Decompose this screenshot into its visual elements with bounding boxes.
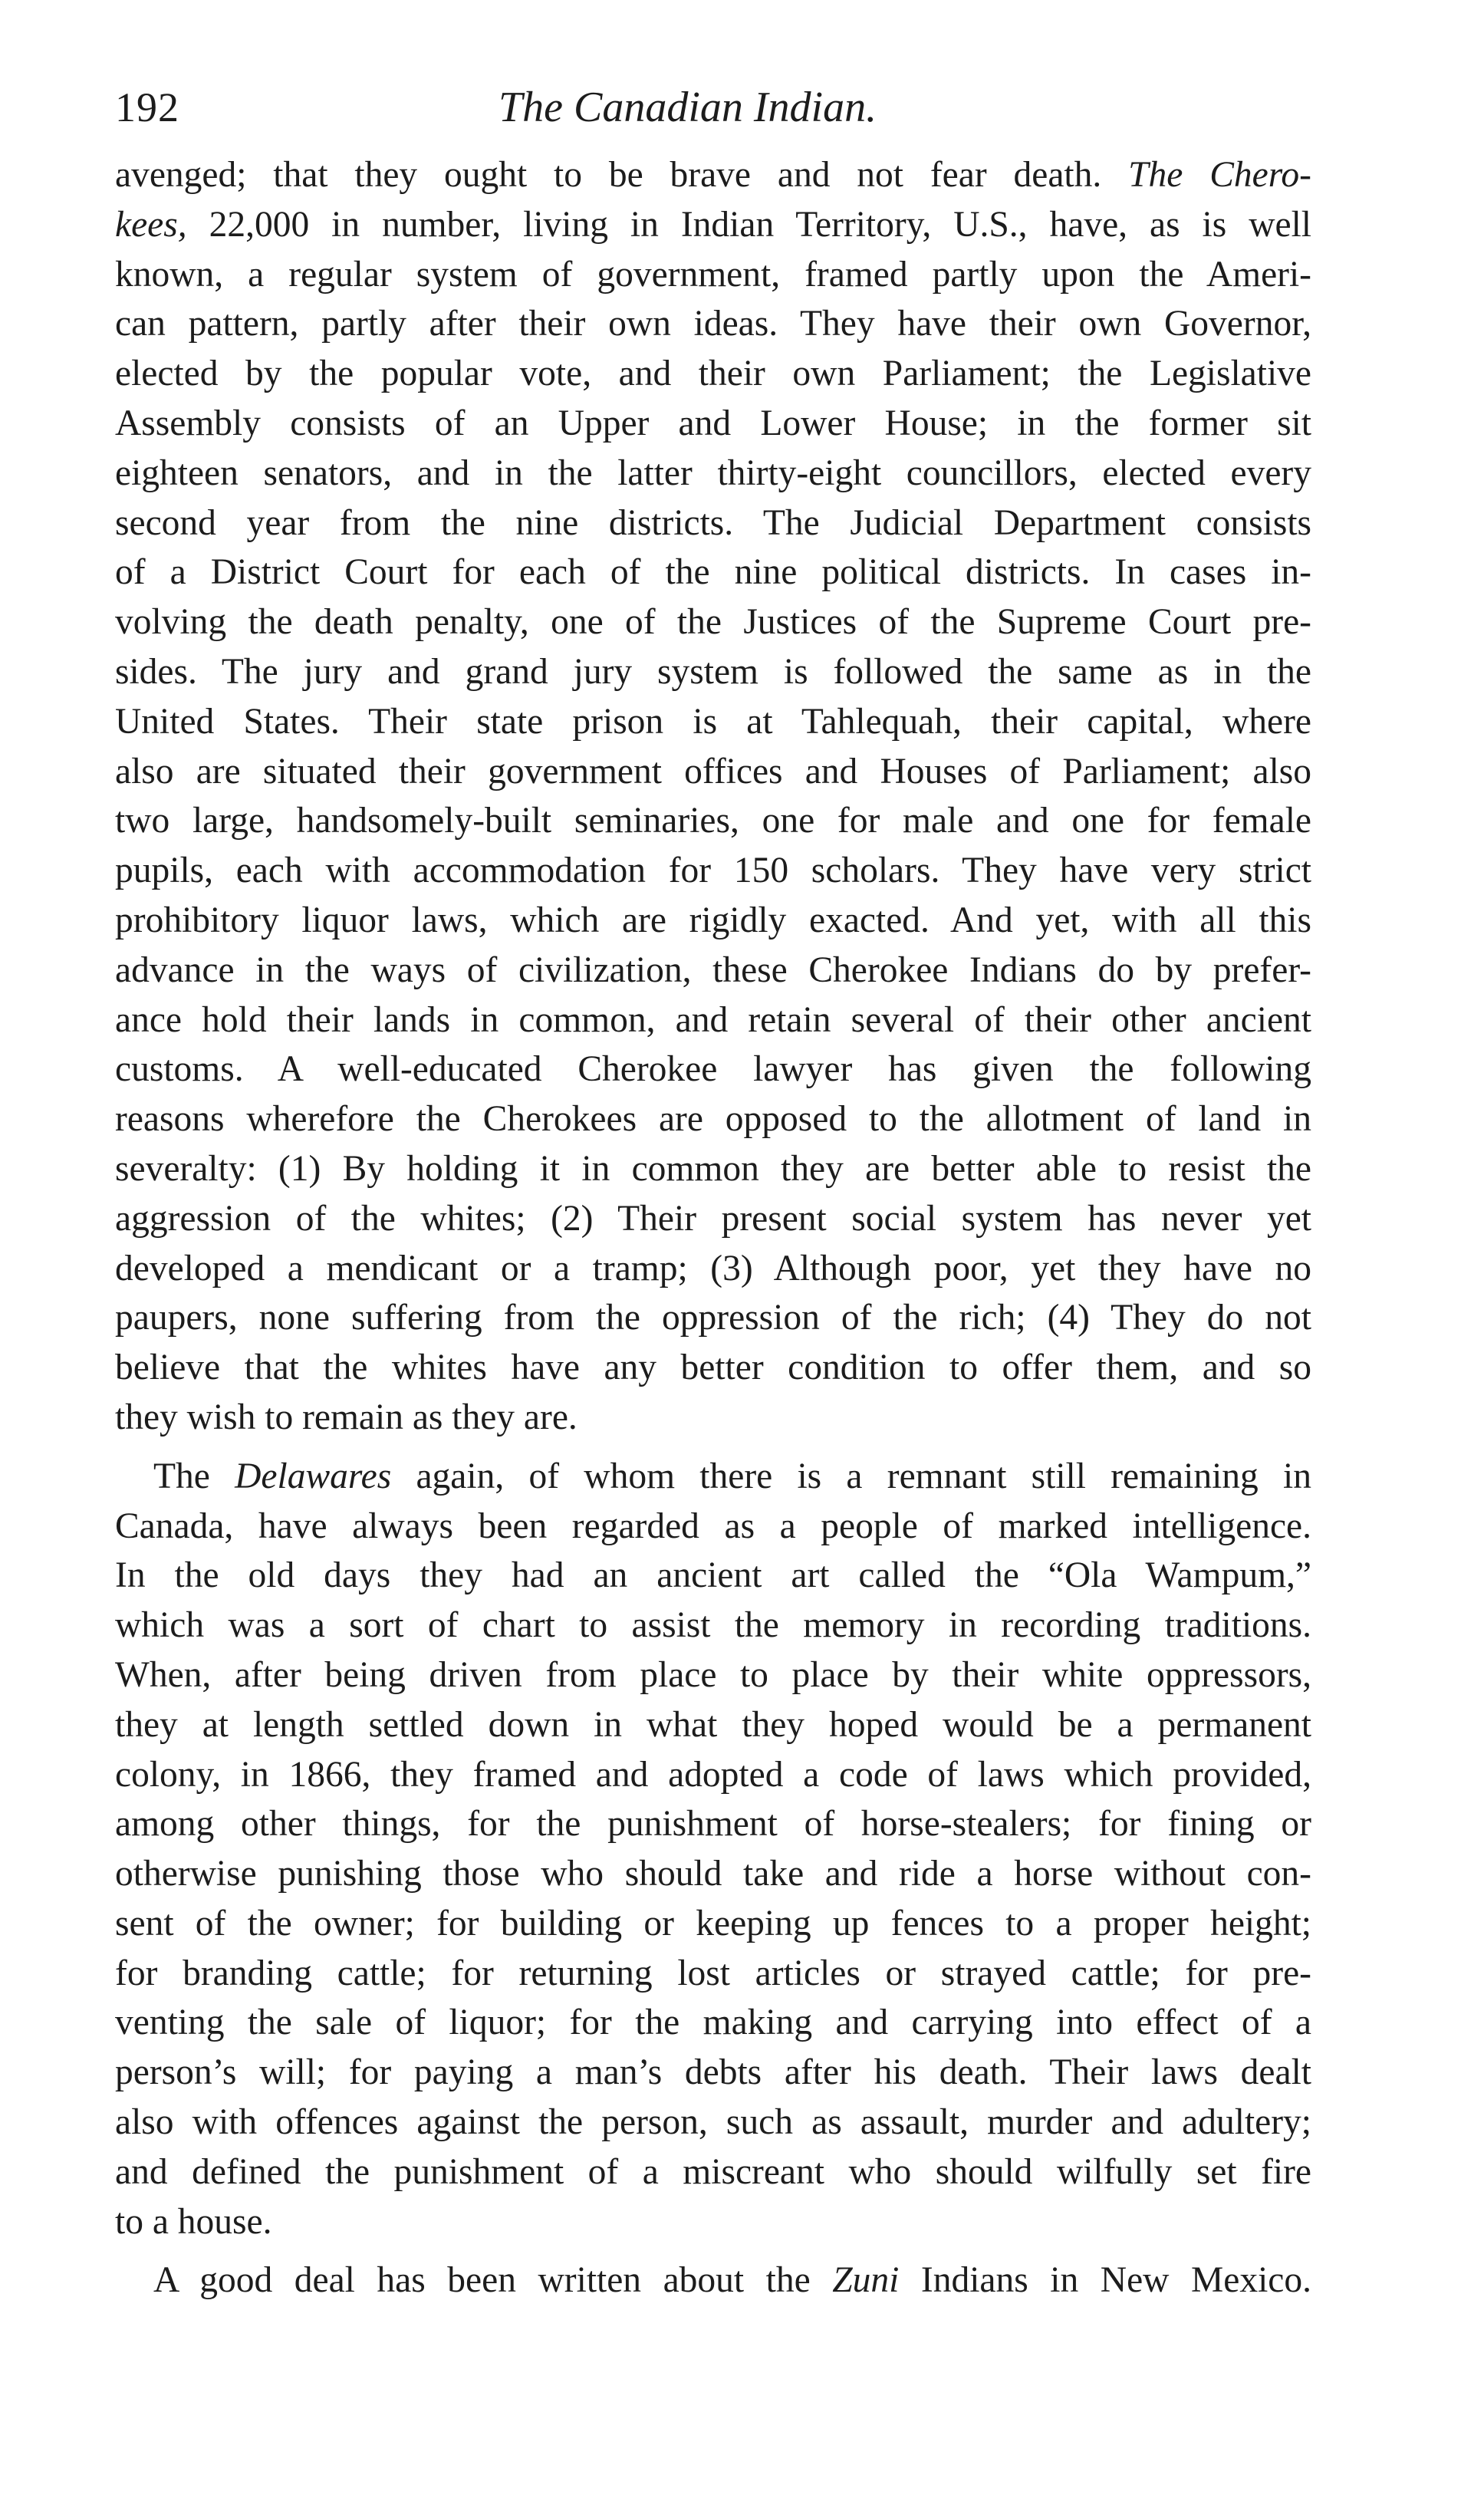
text-run: which was a sort of chart to assist the memory in recording traditions. (115, 1605, 1311, 1646)
text-run: can pattern, partly after their own ideas. They have their own Governor, (115, 304, 1311, 344)
text-line (115, 846, 1311, 896)
text-run: paupers, none suffering from the oppression of the rich; (4) They do not (115, 1298, 1311, 1338)
text-line (115, 200, 1311, 250)
text-run: advance in the ways of civilization, these Cherokee Indians do by prefer- (115, 949, 1311, 990)
text-run: they at length settled down in what they hoped would be a permanent (115, 1704, 1311, 1745)
text-line (115, 1799, 1311, 1849)
text-run: for branding cattle; for returning lost articles or strayed cattle; for pre- (115, 1953, 1311, 1993)
text-run: again, of whom there is a remnant still remaining in (391, 1456, 1311, 1496)
text-run: prohibitory liquor laws, which are rigidly exacted. And yet, with all this (115, 900, 1311, 940)
text-line (115, 2147, 1311, 2197)
text-run: eighteen senators, and in the latter thirty-eight councillors, elected every (115, 453, 1311, 493)
text-run: 22,000 in number, living in Indian Territory, U.S., have, as is well (186, 204, 1311, 245)
text-run: developed a mendicant or a tramp; (3) Although poor, yet they have no (115, 1248, 1311, 1288)
text-run: United States. Their state prison is at Tahlequah, their capital, where (115, 701, 1311, 742)
text-line (115, 1551, 1311, 1601)
text-line (115, 1650, 1311, 1700)
paragraph-gap (115, 2246, 1311, 2256)
text-line (115, 499, 1311, 548)
text-run: sides. The jury and grand jury system is followed the same as in the (115, 651, 1311, 692)
text-line (115, 1601, 1311, 1650)
text-line (115, 250, 1311, 300)
text-run: reasons wherefore the Cherokees are opposed to the allotment of land in (115, 1099, 1311, 1140)
text-line (115, 349, 1311, 399)
text-line (115, 1700, 1311, 1750)
text-line (115, 647, 1311, 697)
text-line (115, 1393, 1311, 1443)
paragraph (115, 2256, 1311, 2305)
text-run: and defined the punishment of a miscreant who should wilfully set fire (115, 2151, 1311, 2192)
paragraph-gap (115, 1443, 1311, 1452)
text-line (115, 1144, 1311, 1194)
text-run: known, a regular system of government, framed partly upon the Ameri- (115, 254, 1311, 295)
text-run: elected by the popular vote, and their own Parliament; the Legislative (115, 354, 1311, 394)
text-line (115, 1452, 1311, 1502)
text-run: Indians in New Mexico. (899, 2260, 1311, 2301)
text-line (115, 2048, 1311, 2098)
italic-run: The Chero- (1128, 155, 1311, 195)
text-run: The (153, 1456, 235, 1496)
text-run: ance hold their lands in common, and retain several of their other ancient (115, 999, 1311, 1040)
text-run: colony, in 1866, they framed and adopted a code of laws which provided, (115, 1754, 1311, 1795)
text-run: sent of the owner; for building or keeping up fences to a proper height; (115, 1903, 1311, 1943)
text-line (115, 1998, 1311, 2048)
text-run: pupils, each with accommodation for 150 scholars. They have very strict (115, 851, 1311, 891)
text-run: to a house. (115, 2201, 272, 2242)
paragraph (115, 1452, 1311, 2247)
text-line (115, 1244, 1311, 1294)
text-run: When, after being driven from place to place by their white oppressors, (115, 1654, 1311, 1695)
text-run: also are situated their government offices and Houses of Parliament; also (115, 751, 1311, 791)
text-line (115, 1750, 1311, 1800)
text-line (115, 150, 1311, 200)
text-run: they wish to remain as they are. (115, 1397, 577, 1437)
text-line (115, 796, 1311, 846)
text-line (115, 896, 1311, 946)
text-run: two large, handsomely-built seminaries, one for male and one for female (115, 801, 1311, 841)
text-line (115, 1502, 1311, 1552)
text-line (115, 548, 1311, 597)
text-run: aggression of the whites; (2) Their present social system has never yet (115, 1198, 1311, 1239)
text-run: A good deal has been written about the (153, 2260, 833, 2301)
text-line (115, 299, 1311, 349)
text-line (115, 1849, 1311, 1899)
text-run: believe that the whites have any better condition to offer them, and so (115, 1348, 1311, 1388)
running-head (115, 77, 1311, 138)
text-line (115, 996, 1311, 1045)
text-line (115, 597, 1311, 647)
text-run: also with offences against the person, such as assault, murder and adultery; (115, 2102, 1311, 2143)
text-line (115, 1949, 1311, 1999)
text-run: Assembly consists of an Upper and Lower House; in the former sit (115, 403, 1311, 443)
paragraph (115, 150, 1311, 1443)
text-line (115, 1899, 1311, 1949)
text-line (115, 747, 1311, 797)
text-line (115, 1194, 1311, 1244)
text-run: avenged; that they ought to be brave and not fear death. (115, 155, 1129, 195)
text-run: In the old days they had an ancient art called the “Ola Wampum,” (115, 1555, 1311, 1596)
text-line (115, 2098, 1311, 2147)
text-line (115, 2197, 1311, 2247)
text-line (115, 2256, 1311, 2305)
text-run: second year from the nine districts. The Judicial Department consists (115, 502, 1311, 543)
body-text (115, 150, 1311, 2305)
text-line (115, 1094, 1311, 1144)
italic-run: kees, (115, 204, 187, 245)
text-run: severalty: (1) By holding it in common they are better able to resist the (115, 1148, 1311, 1189)
text-line (115, 1343, 1311, 1393)
text-run: customs. A well-educated Cherokee lawyer has given the following (115, 1049, 1311, 1090)
text-line (115, 697, 1311, 747)
text-line (115, 399, 1311, 449)
text-line (115, 946, 1311, 996)
text-line (115, 1045, 1311, 1094)
text-run: of a District Court for each of the nine political districts. In cases in- (115, 552, 1311, 593)
text-line (115, 1293, 1311, 1343)
text-run: person’s will; for paying a man’s debts after his death. Their laws dealt (115, 2052, 1311, 2093)
running-title: The Canadian Indian. (499, 84, 877, 131)
text-run: among other things, for the punishment of horse-stealers; for fining or (115, 1804, 1311, 1845)
page-number: 192 (115, 84, 179, 130)
text-run: otherwise punishing those who should take and ride a horse without con- (115, 1854, 1311, 1894)
text-run: Canada, have always been regarded as a people of marked intelligence. (115, 1506, 1311, 1546)
text-run: volving the death penalty, one of the Justices of the Supreme Court pre- (115, 602, 1311, 643)
italic-run: Delawares (235, 1456, 392, 1496)
text-line (115, 449, 1311, 499)
italic-run: Zuni (832, 2260, 900, 2301)
text-run: venting the sale of liquor; for the making and carrying into effect of a (115, 2003, 1311, 2043)
